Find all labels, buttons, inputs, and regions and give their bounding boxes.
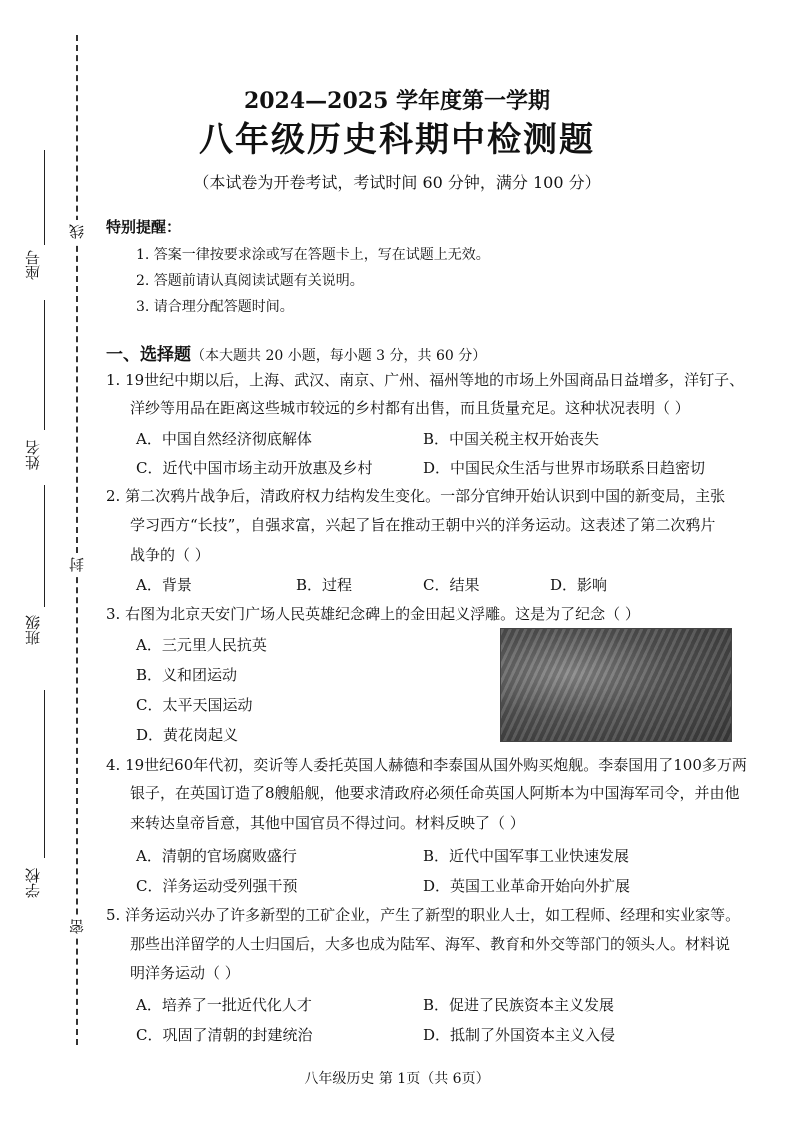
- question-5-line-3: 明洋务运动（ ）: [130, 964, 240, 982]
- question-3-line-1: 3. 右图为北京天安门广场人民英雄纪念碑上的金田起义浮雕。这是为了纪念（ ）: [106, 605, 640, 623]
- question-5-option-a[interactable]: A．培养了一批近代化人才: [136, 996, 312, 1014]
- question-2-line-1: 2. 第二次鸦片战争后，清政府权力结构发生变化。一部分官绅开始认识到中国的新变局，主张: [106, 487, 726, 505]
- question-3-option-c[interactable]: C．太平天国运动: [136, 696, 253, 714]
- name-label: 姓名: [24, 440, 42, 470]
- question-1-option-c[interactable]: C．近代中国市场主动开放惠及乡村: [136, 459, 373, 477]
- school-label: 学校: [24, 868, 42, 898]
- class-label: 班级: [24, 615, 42, 645]
- class-line[interactable]: [44, 485, 45, 607]
- exam-title: 八年级历史科期中检测题: [199, 120, 595, 160]
- question-2-line-2: 学习西方“长技”，自强求富，兴起了旨在推动王朝中兴的洋务运动。这表述了第二次鸦片: [130, 516, 716, 534]
- seat-number-label: 座号: [24, 250, 42, 280]
- question-4-line-2: 银子，在英国订造了8艘船舰，他要求清政府必须任命英国人阿斯本为中国海军司令，并由他: [130, 784, 740, 802]
- seat-number-line[interactable]: [44, 150, 45, 245]
- section-title-text: 一、选择题: [106, 345, 191, 365]
- question-3-option-b[interactable]: B．义和团运动: [136, 666, 238, 684]
- question-2-line-3: 战争的（ ）: [130, 546, 210, 564]
- question-4-line-1: 4. 19世纪60年代初，奕䜣等人委托英国人赫德和李泰国从国外购买炮舰。李泰国用了100多万两: [106, 756, 747, 774]
- notice-item: 2. 答题前请认真阅读试题有关说明。: [136, 273, 364, 289]
- binding-secret-mark: 密: [66, 915, 87, 938]
- school-line[interactable]: [44, 690, 45, 858]
- question-4-option-c[interactable]: C．洋务运动受列强干预: [136, 877, 298, 895]
- question-4-option-a[interactable]: A．清朝的官场腐败盛行: [136, 847, 297, 865]
- question-2-option-b[interactable]: B．过程: [296, 576, 353, 594]
- question-1-option-a[interactable]: A．中国自然经济彻底解体: [136, 430, 312, 448]
- notice-item: 1. 答案一律按要求涂或写在答题卡上，写在试题上无效。: [136, 247, 490, 263]
- question-2-option-d[interactable]: D．影响: [550, 576, 608, 594]
- question-2-option-c[interactable]: C．结果: [423, 576, 480, 594]
- year-term: 2024—2025 学年度第一学期: [243, 88, 551, 114]
- question-4-line-3: 来转达皇帝旨意，其他中国官员不得过问。材料反映了（ ）: [130, 814, 525, 832]
- question-2-option-a[interactable]: A．背景: [136, 576, 192, 594]
- question-4-option-d[interactable]: D．英国工业革命开始向外扩展: [423, 877, 631, 895]
- question-1-option-b[interactable]: B．中国关税主权开始丧失: [423, 430, 600, 448]
- question-5-line-1: 5. 洋务运动兴办了许多新型的工矿企业，产生了新型的职业人士，如工程师、经理和实业家等。: [106, 906, 741, 924]
- question-1-option-d[interactable]: D．中国民众生活与世界市场联系日趋密切: [423, 459, 706, 477]
- notice-item: 3. 请合理分配答题时间。: [136, 299, 294, 315]
- question-5-option-c[interactable]: C．巩固了清朝的封建统治: [136, 1026, 313, 1044]
- question-4-option-b[interactable]: B．近代中国军事工业快速发展: [423, 847, 630, 865]
- section-title: [106, 340, 486, 365]
- question-1-line-1: 1. 19世纪中期以后，上海、武汉、南京、广州、福州等地的市场上外国商品日益增多，洋钉子、: [106, 371, 745, 389]
- question-3-option-a[interactable]: A．三元里人民抗英: [136, 636, 267, 654]
- exam-info: （本试卷为开卷考试，考试时间 60 分钟，满分 100 分）: [193, 173, 601, 192]
- question-1-line-2: 洋纱等用品在距离这些城市较远的乡村都有出售，而且货量充足。这种状况表明（ ）: [130, 399, 690, 417]
- question-5-option-d[interactable]: D．抵制了外国资本主义入侵: [423, 1026, 616, 1044]
- notice-title: 特别提醒：: [106, 218, 182, 236]
- question-5-option-b[interactable]: B．促进了民族资本主义发展: [423, 996, 615, 1014]
- question-5-line-2: 那些出洋留学的人士归国后，大多也成为陆军、海军、教育和外交等部门的领头人。材料说: [130, 935, 731, 953]
- section-subtitle: （本大题共 20 小题，每小题 3 分，共 60 分）: [191, 348, 487, 364]
- binding-line-mark: 线: [66, 220, 87, 243]
- page-footer: 八年级历史 第 1页（共 6页）: [304, 1071, 490, 1087]
- name-line[interactable]: [44, 300, 45, 430]
- binding-seal-mark: 封: [66, 553, 87, 576]
- question-3-option-d[interactable]: D．黄花岗起义: [136, 726, 239, 744]
- jintian-uprising-relief-image: [500, 628, 732, 742]
